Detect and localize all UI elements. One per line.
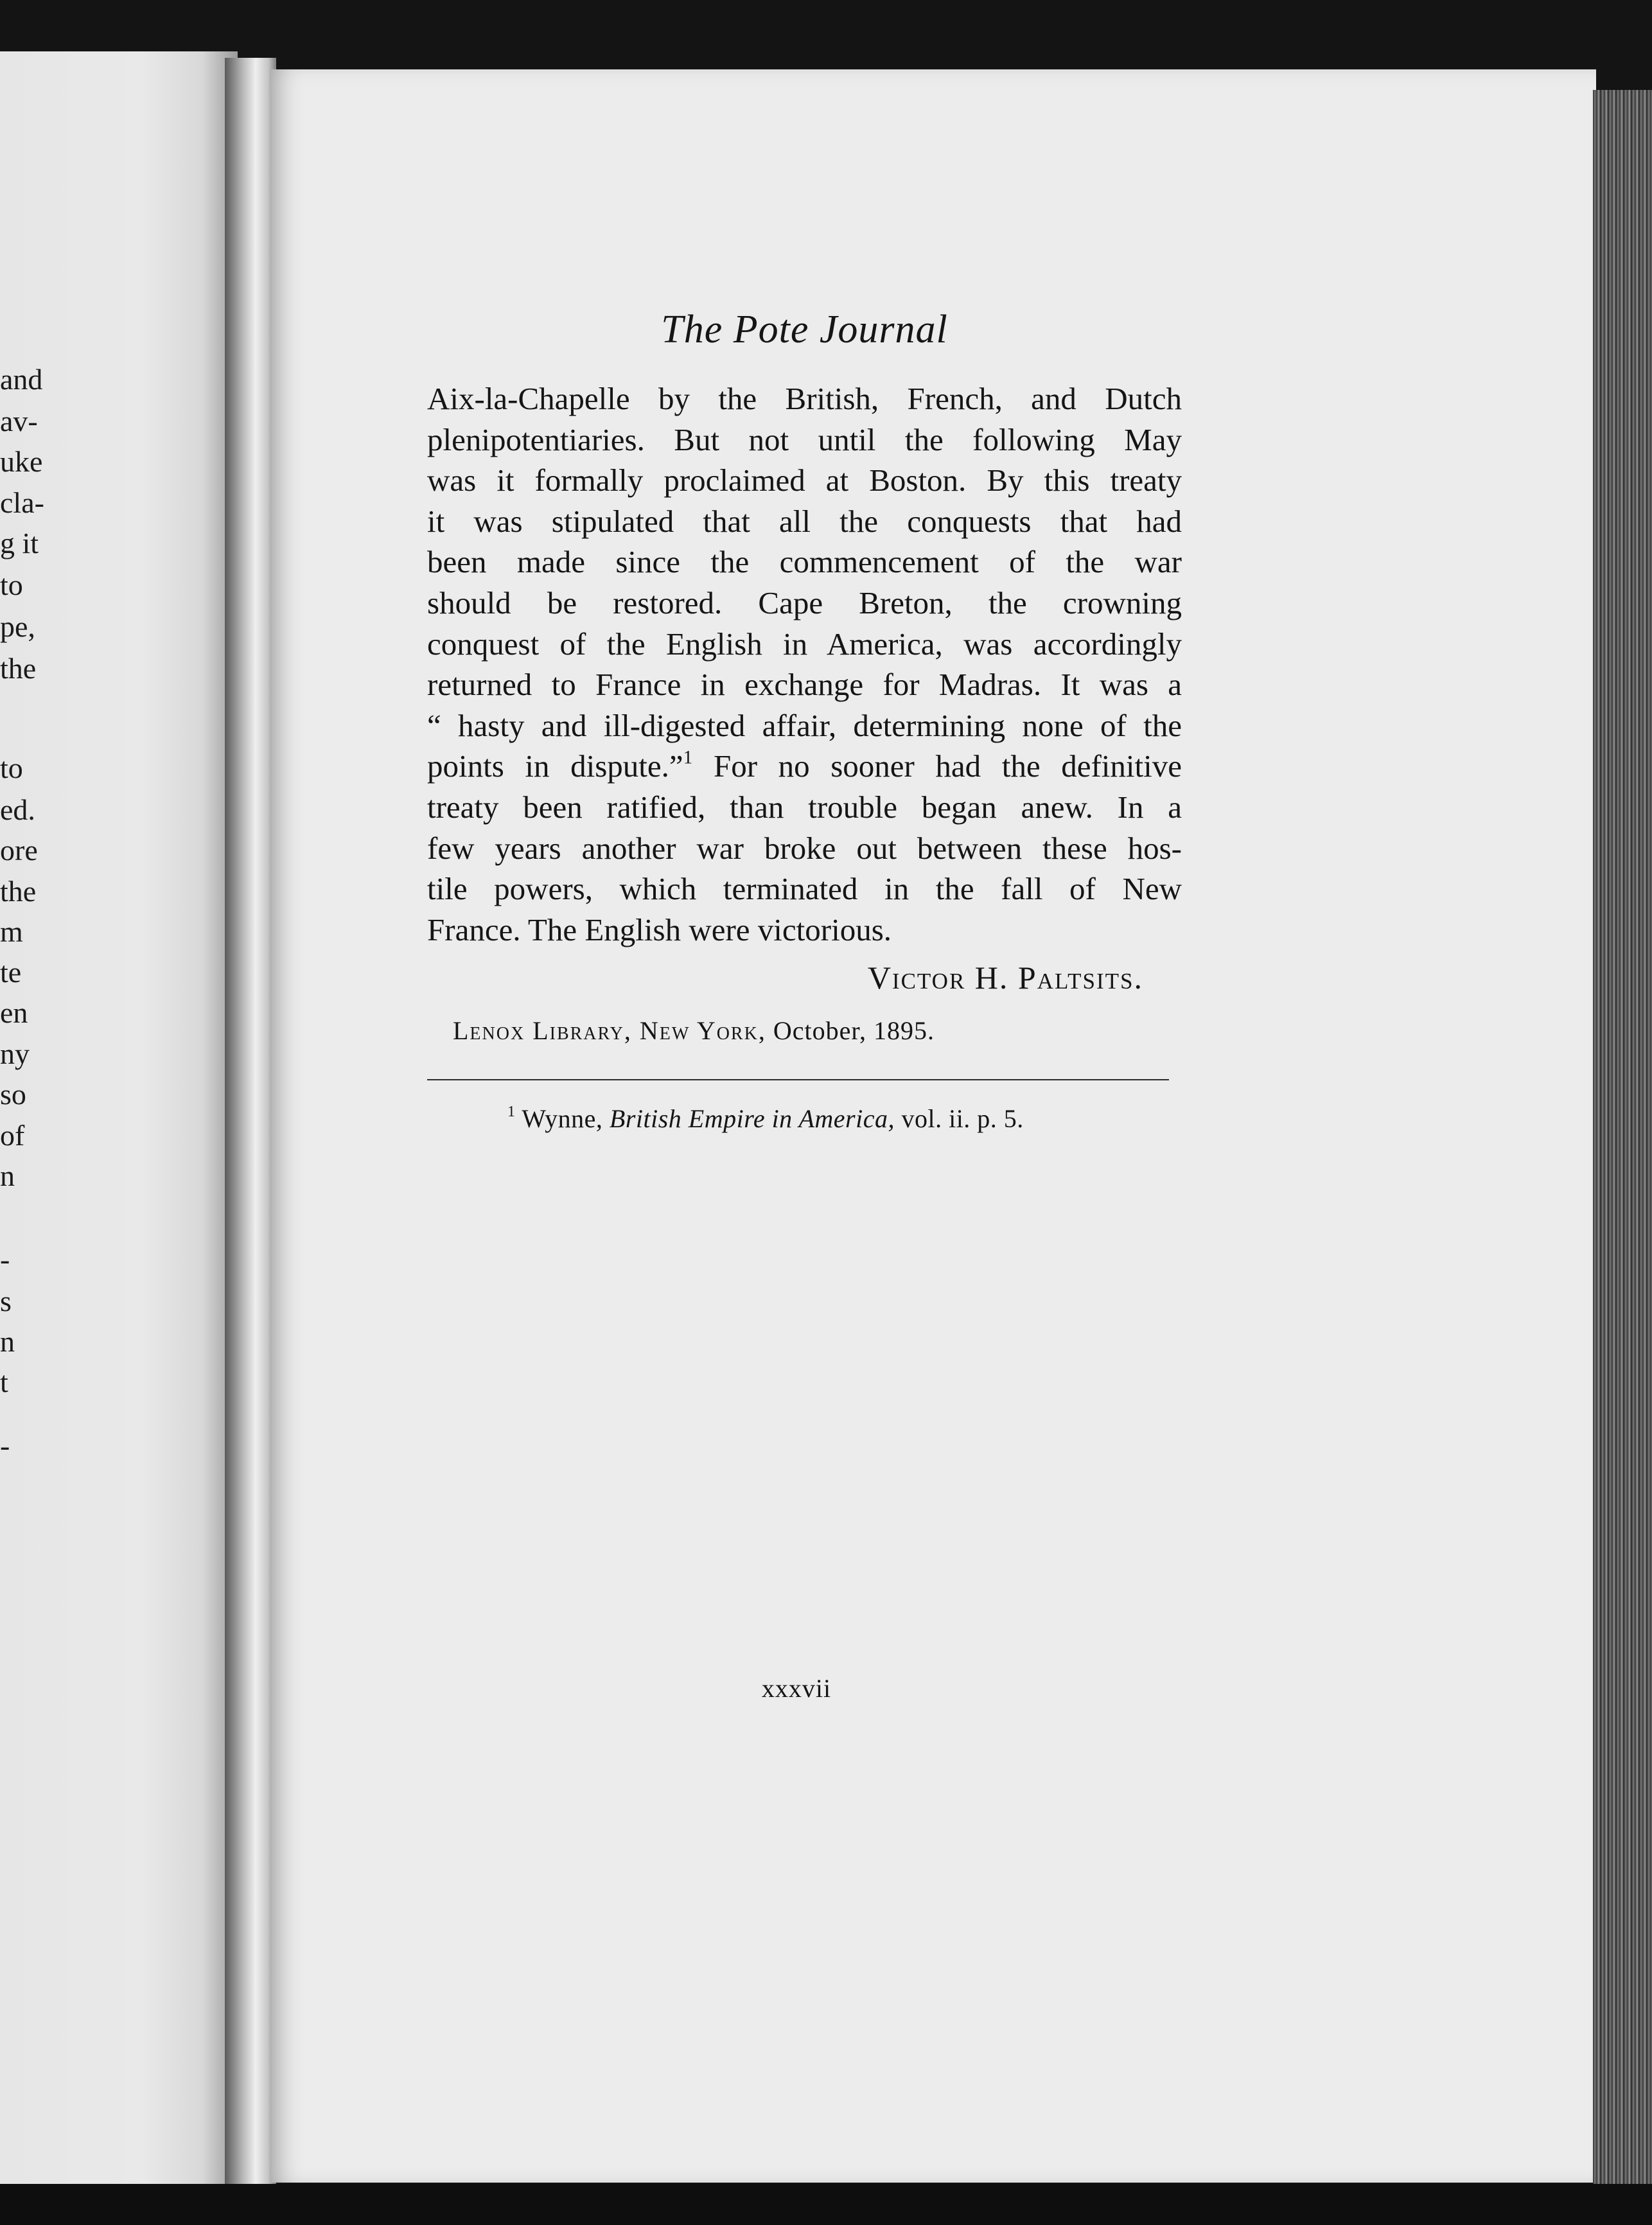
footnote [507,1104,1182,1134]
body-line: treaty been ratified, than trouble began anew. In a [427,789,1182,825]
left-page-fragment: ed. [0,793,35,826]
page-edges [1593,90,1652,2184]
text-column [427,307,1182,1134]
footnote-reference: 1 [683,747,693,768]
body-line: it was stipulated that all the conquests that had [427,503,1182,539]
left-page-fragment: pe, [0,610,35,643]
left-page-fragment: - [0,1429,10,1462]
scan-background-bottom [0,2184,1652,2225]
left-page-fragment: to [0,568,23,601]
left-page-fragment: and [0,363,43,396]
body-line: returned to France in exchange for Madras. It was a [427,667,1182,703]
footnote-author: Wynne, [522,1104,603,1134]
left-page-fragment: the [0,652,37,685]
left-facing-page [0,51,238,2190]
left-page-fragment: so [0,1078,26,1111]
left-page-fragment: en [0,996,28,1029]
author-signature: Victor H. Paltsits. [867,960,1143,996]
body-line: should be restored. Cape Breton, the crowning [427,585,1182,620]
page-number: xxxvii [761,1674,832,1703]
left-page-fragment: te [0,956,22,989]
left-page-fragment: the [0,875,37,908]
body-line: Aix-la-Chapelle by the British, French, and Dutch [427,381,1182,416]
dateline [453,1016,1182,1046]
left-page-fragment: ore [0,834,38,866]
left-page-fragment: n [0,1325,15,1358]
body-line: “ hasty and ill-digested affair, determining none of the [427,707,1182,743]
body-line-with-footnote [427,746,1182,787]
footnote-marker: 1 [507,1104,516,1121]
left-page-fragment: av- [0,405,38,437]
body-line: France. The English were victorious. [427,911,892,947]
book-gutter [225,58,276,2184]
footnote-rule [427,1079,1169,1080]
body-line: was it formally proclaimed at Boston. By this treaty [427,462,1182,498]
left-page-fragment: m [0,915,23,948]
left-page-fragment: of [0,1119,25,1152]
left-page-fragment: g it [0,527,39,559]
body-line-start: points in dispute.” [427,748,683,784]
dateline-date: October, 1895. [773,1016,935,1046]
left-page-fragment: n [0,1159,15,1192]
body-line: tile powers, which terminated in the fall of New [427,871,1182,907]
body-line: few years another war broke out between these hos- [427,830,1182,866]
dateline-place: Lenox Library, New York, [453,1016,766,1046]
left-page-fragment: t [0,1366,8,1398]
left-page-fragment: uke [0,445,43,478]
footnote-ref: vol. ii. p. 5. [901,1104,1024,1134]
footnote-title: British Empire in America, [609,1104,895,1134]
left-page-fragment: cla- [0,486,44,519]
body-line: been made since the commencement of the war [427,544,1182,580]
left-page-fragment: to [0,752,23,784]
left-page-fragment: ny [0,1037,30,1070]
left-page-fragment: - [0,1243,10,1276]
left-page-fragment: s [0,1285,12,1317]
body-line: plenipotentiaries. But not until the following May [427,421,1182,457]
body-paragraph [427,378,1182,950]
running-head: The Pote Journal [661,308,948,351]
body-line-end: For no sooner had the definitive [713,748,1182,784]
body-line: conquest of the English in America, was accordingly [427,626,1182,662]
